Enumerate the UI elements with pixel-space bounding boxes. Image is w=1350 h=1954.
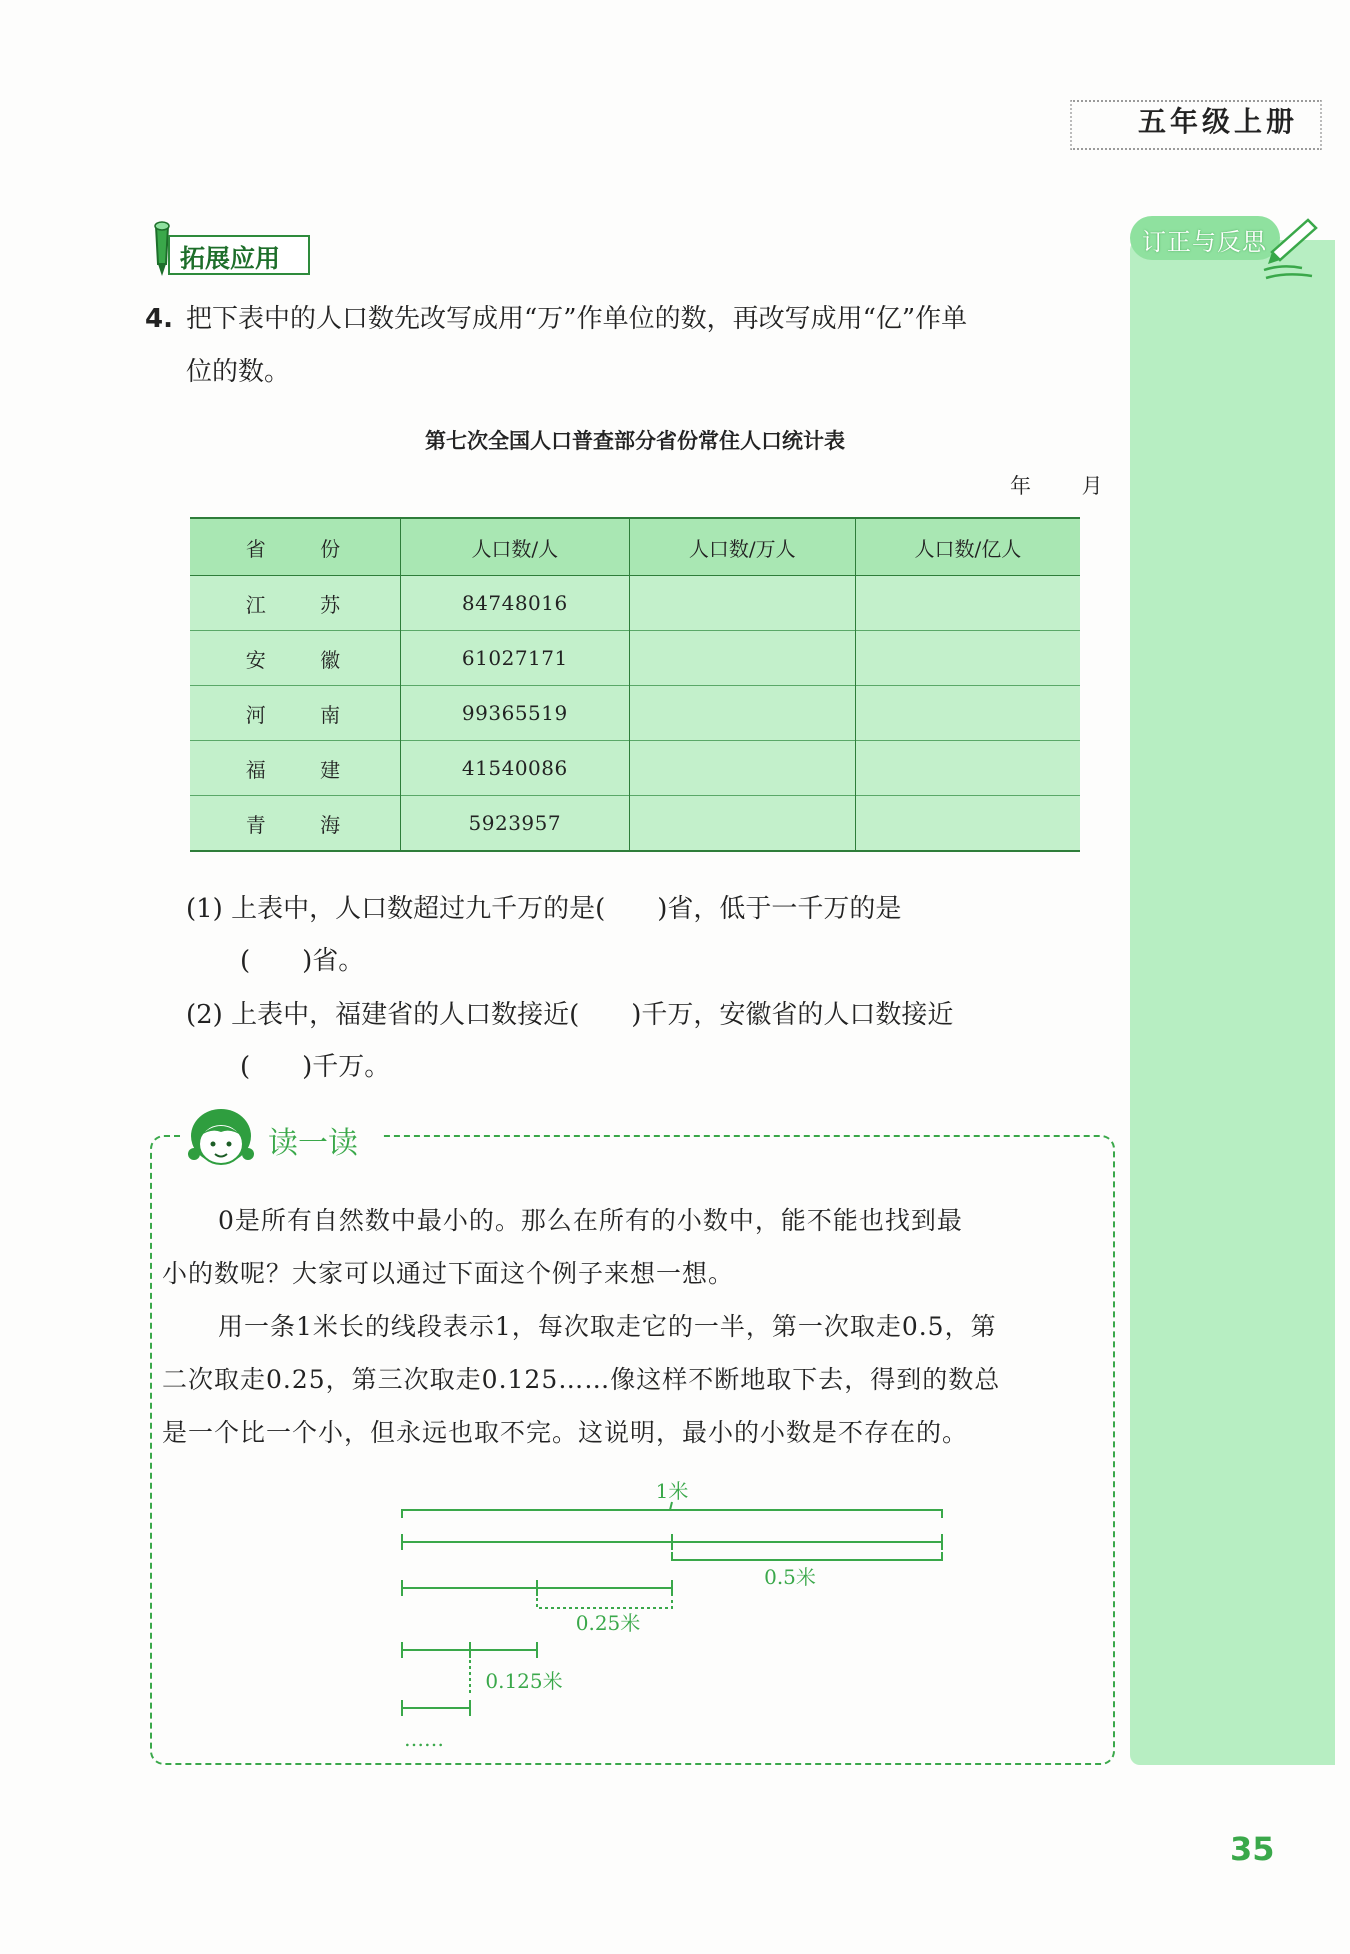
girl-avatar-icon <box>186 1106 256 1172</box>
question-text-line1: 把下表中的人口数先改写成用“万”作单位的数，再改写成用“亿”作单 <box>186 304 968 334</box>
reflection-tab-label: 订正与反思 <box>1142 228 1267 256</box>
population-cell: 99365519 <box>400 686 629 741</box>
table-row <box>190 741 1080 796</box>
answer-cell-wan[interactable] <box>629 796 855 852</box>
table-row <box>190 686 1080 741</box>
reading-para2-line1: 用一条1米长的线段表示1，每次取走它的一半，第一次取走0.5，第 <box>218 1312 997 1341</box>
header-population-wan: 人口数/万人 <box>629 518 855 576</box>
answer-cell-yi[interactable] <box>855 631 1080 686</box>
province-cell: 青 海 <box>245 812 365 837</box>
table-title: 第七次全国人口普查部分省份常住人口统计表 <box>425 429 845 453</box>
province-cell: 河 南 <box>245 702 365 727</box>
label-half: 0.5米 <box>764 1565 816 1589</box>
table-date: 年 月 <box>1010 474 1125 498</box>
answer-cell-yi[interactable] <box>855 686 1080 741</box>
answer-cell-wan[interactable] <box>629 686 855 741</box>
population-table <box>190 517 1080 852</box>
table-header-row <box>190 518 1080 576</box>
reading-para2-line2: 二次取走0.25，第三次取走0.125……像这样不断地取下去，得到的数总 <box>162 1365 1001 1394</box>
question-text-line2: 位的数。 <box>186 357 291 387</box>
reading-para1-line1: 0是所有自然数中最小的。那么在所有的小数中，能不能也找到最 <box>218 1206 963 1235</box>
answer-cell-wan[interactable] <box>629 576 855 631</box>
header-population: 人口数/人 <box>400 518 629 576</box>
province-cell: 江 苏 <box>245 592 365 617</box>
population-cell: 5923957 <box>400 796 629 852</box>
answer-cell-wan[interactable] <box>629 631 855 686</box>
table-row <box>190 576 1080 631</box>
reading-para1-line2: 小的数呢？大家可以通过下面这个例子来想一想。 <box>162 1259 735 1288</box>
answer-cell-yi[interactable] <box>855 796 1080 852</box>
total-brace-tip <box>670 1502 672 1510</box>
population-cell: 41540086 <box>400 741 629 796</box>
subquestion-1-line1: (1) 上表中，人口数超过九千万的是( )省，低于一千万的是 <box>186 894 902 924</box>
reading-title: 读一读 <box>268 1126 358 1161</box>
table-row <box>190 796 1080 852</box>
label-eighth: 0.125米 <box>485 1669 563 1693</box>
label-ellipsis: …… <box>404 1727 444 1750</box>
subquestion-2-line2: ( )千万。 <box>240 1052 391 1082</box>
table-row <box>190 631 1080 686</box>
province-cell: 福 建 <box>245 757 365 782</box>
subquestion-2-line1: (2) 上表中，福建省的人口数接近( )千万，安徽省的人口数接近 <box>186 1000 954 1030</box>
reading-para2-line3: 是一个比一个小，但永远也取不完。这说明，最小的小数是不存在的。 <box>162 1418 969 1447</box>
header-province: 省 份 <box>245 536 365 561</box>
section-label: 拓展应用 <box>180 244 281 273</box>
grade-label: 五年级上册 <box>1138 105 1299 138</box>
answer-cell-yi[interactable] <box>855 576 1080 631</box>
population-cell: 61027171 <box>400 631 629 686</box>
answer-cell-wan[interactable] <box>629 741 855 796</box>
question-number: 4. <box>145 304 173 334</box>
page-number: 35 <box>1230 1830 1275 1868</box>
question-number <box>145 293 173 345</box>
label-total: 1米 <box>655 1479 689 1503</box>
segment-diagram <box>390 1470 950 1750</box>
total-brace <box>402 1510 942 1518</box>
quarter-brace <box>537 1598 672 1608</box>
half-brace <box>672 1552 942 1560</box>
population-cell: 84748016 <box>400 576 629 631</box>
reflection-column <box>1130 240 1335 1765</box>
pencil-icon <box>1262 212 1324 284</box>
label-quarter: 0.25米 <box>575 1611 641 1635</box>
province-cell: 安 徽 <box>245 647 365 672</box>
header-population-yi: 人口数/亿人 <box>855 518 1080 576</box>
subquestion-1-line2: ( )省。 <box>240 946 365 976</box>
answer-cell-yi[interactable] <box>855 741 1080 796</box>
